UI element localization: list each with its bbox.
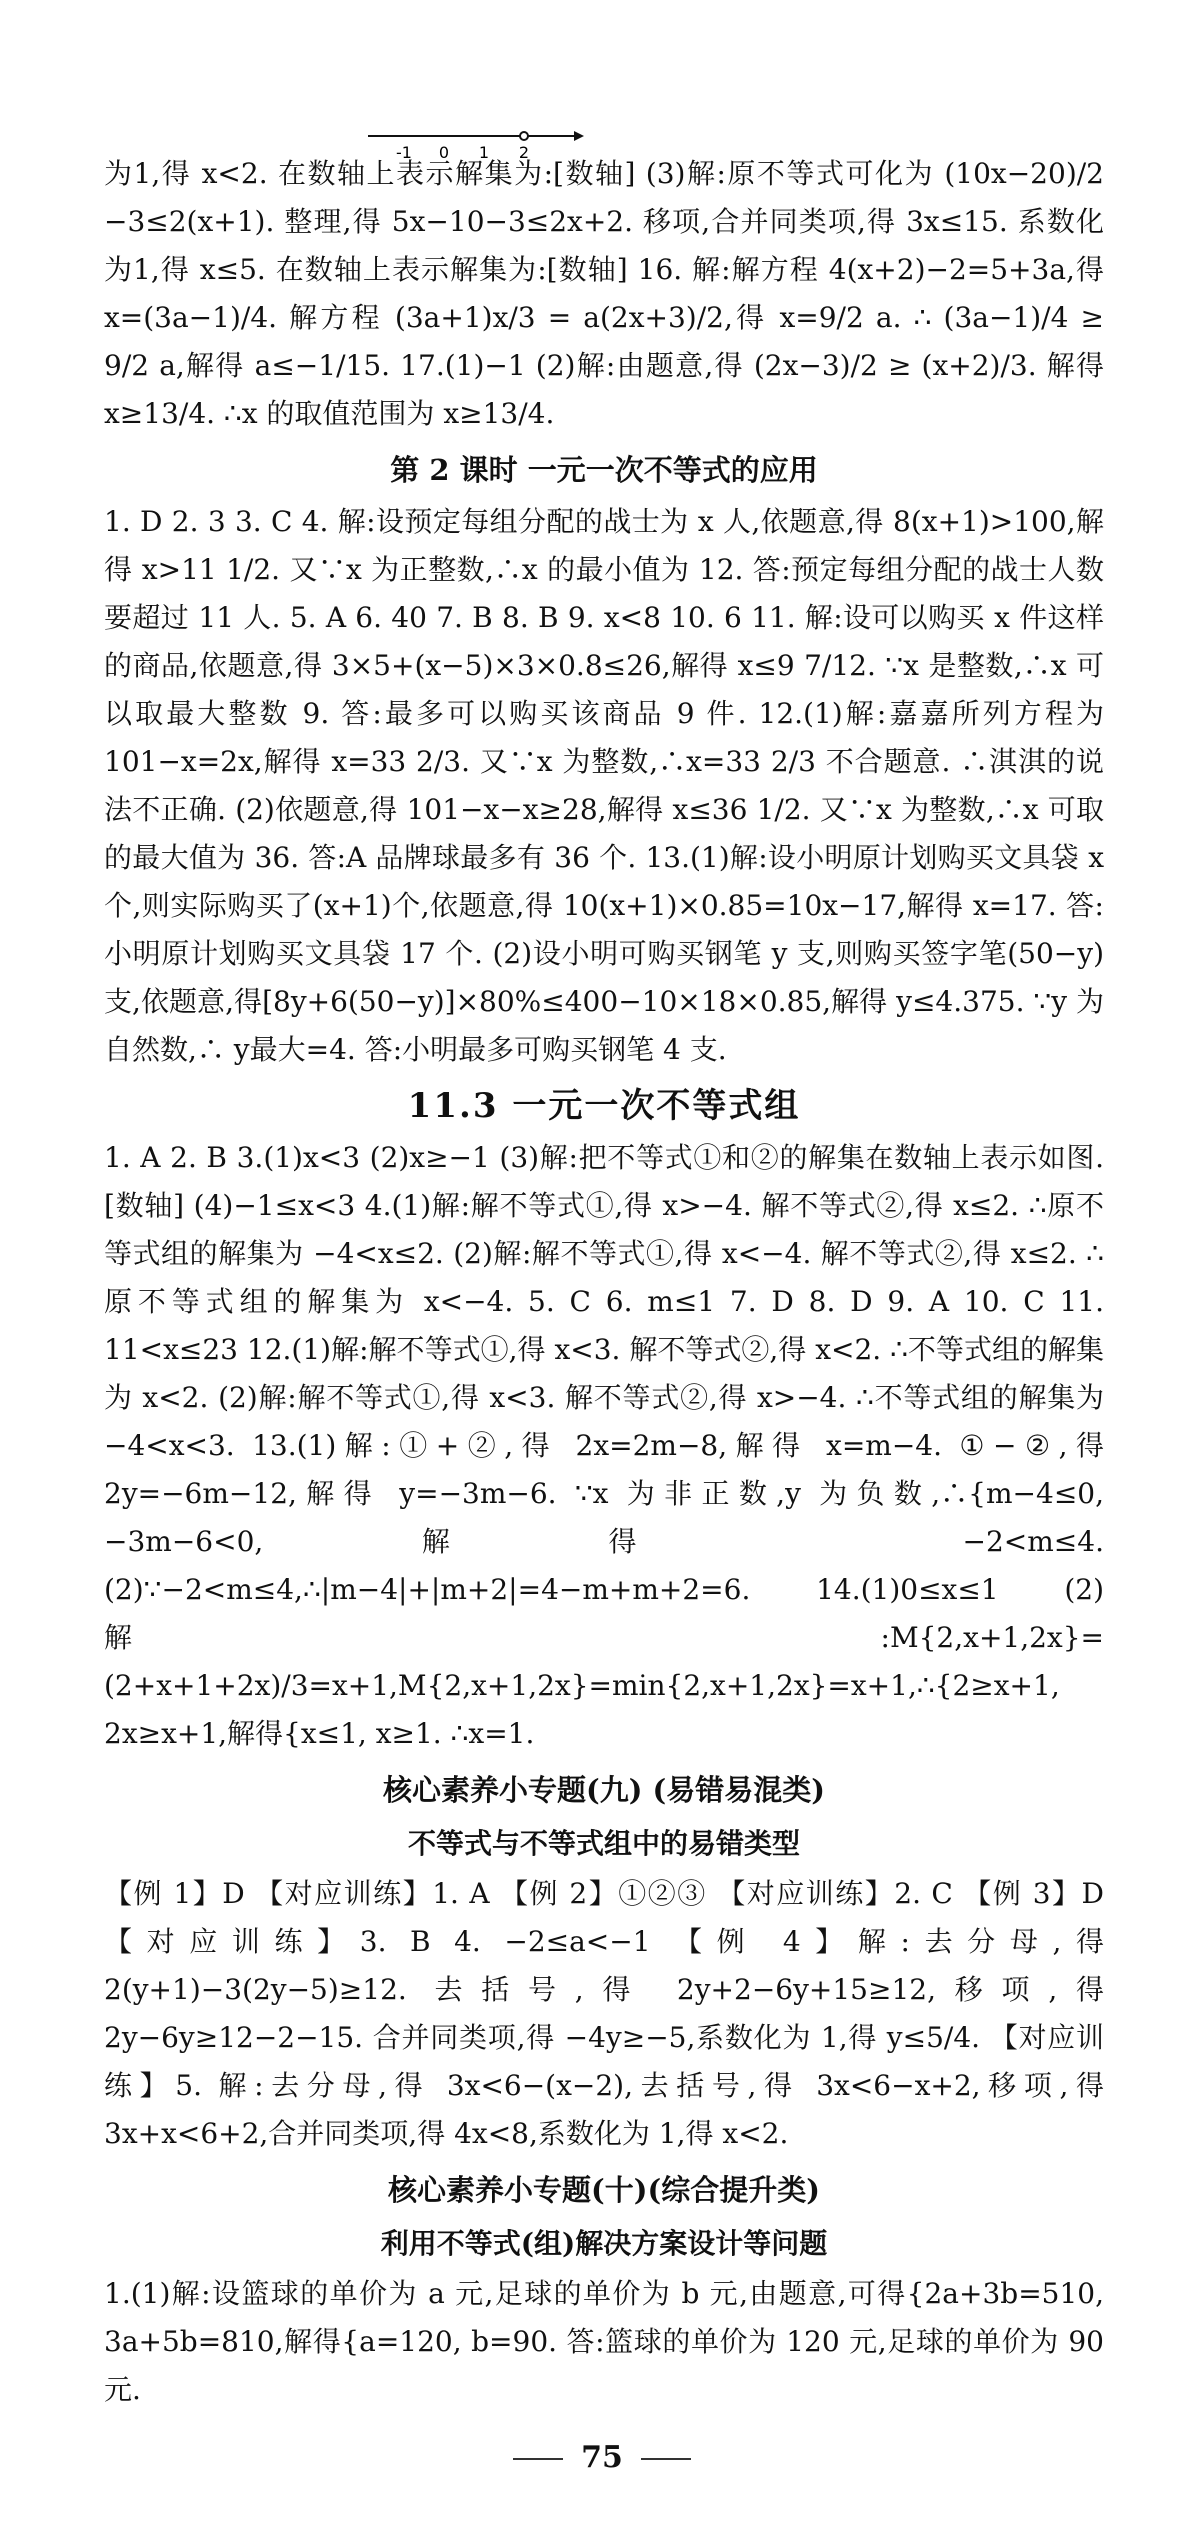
section-body-topic9: 【例 1】D 【对应训练】1. A 【例 2】①②③ 【对应训练】2. C 【例 3】D 【对应训练】3. B 4. −2≤a<−1 【例 4】解:去分母,得 2(y+1)−3(2y−5)≥12. 去括号,得 2y+2−6y+15≥12,移项,得 2y−6y≥12−2−15. 合并同类项,得 −4y≥−5,系数化为 1,得 y≤5/4. 【对应训练】5. 解:去分母,得 3x<6−(x−2),去括号,得 3x<6−x+2,移项,得 3x+x<6+2,合并同类项,得 4x<8,系数化为 1,得 x<2. — [104, 1877, 1104, 2150]
tick-label: 2 — [518, 143, 530, 162]
section-subtitle-topic10: 利用不等式(组)解决方案设计等问题 — [380, 2227, 828, 2260]
section-body-topic10: 1.(1)解:设篮球的单价为 a 元,足球的单价为 b 元,由题意,可得{2a+3b=510, 3a+5b=810,解得{a=120, b=90. 答:篮球的单价为 120 元,足球的单价为 90 元. — [104, 2277, 1104, 2406]
section-title-topic9: 核心素养小专题(九) (易错易混类) — [383, 1773, 825, 1807]
section-body-11-3: 1. A 2. B 3.(1)x<3 (2)x≥−1 (3)解:把不等式①和②的解集在数轴上表示如图.[数轴] (4)−1≤x<3 4.(1)解:解不等式①,得 x>−4. 解不等式②,得 x≤2. ∴原不等式组的解集为 −4<x≤2. (2)解:解不等式①,得 x<−4. 解不等式②,得 x≤2. ∴原不等式组的解集为 x<−4. 5. C 6. m≤1 7. D 8. D 9. A 10. C 11. 11<x≤23 12.(1)解:解不等式①,得 x<3. 解不等式②,得 x<2. ∴不等式组的解集为 x<2. (2)解:解不等式①,得 x<3. 解不等式②,得 x>−4. ∴不等式组的解集为 −4<x<3. 13.(1)解:①+②,得 2x=2m−8,解得 x=m−4. ①−②,得 2y=−6m−12,解得 y=−3m−6. ∵x 为非正数,y 为负数,∴{m−4≤0, −3m−6<0,解得 −2<m≤4. (2)∵−2<m≤4,∴|m−4|+|m+2|=4−m+m+2=6. 14.(1)0≤x≤1 (2)解:M{2,x+1,2x}=(2+x+1+2x)/3=x+1,M{2,x+1,2x}=min{2,x+1,2x}=x+1,∴{2≥x+1, 2x≥x+1,解得{x≤1, x≥1. ∴x=1. — [104, 1141, 1104, 1750]
page-number: 75 — [581, 2440, 623, 2475]
section-title-topic10: 核心素养小专题(十)(综合提升类) — [388, 2173, 820, 2207]
tick-label: 1 — [478, 143, 490, 162]
tick-label: -1 — [396, 143, 412, 162]
footer-dash-right — [641, 2458, 691, 2460]
answer-page — [104, 143, 1104, 2414]
section-title-11-3: 11.3 一元一次不等式组 — [407, 1086, 801, 1126]
footer-dash-left — [513, 2458, 563, 2460]
number-line-1 — [364, 124, 584, 168]
page-footer — [0, 2440, 1204, 2475]
section-subtitle-topic9: 不等式与不等式组中的易错类型 — [407, 1827, 800, 1860]
paragraph-top: 为1,得 x<2. 在数轴上表示解集为:[数轴] (3)解:原不等式可化为 (10x−20)/2 −3≤2(x+1). 整理,得 5x−10−3≤2x+2. 移项,合并同类项,得 3x≤15. 系数化为1,得 x≤5. 在数轴上表示解集为:[数轴] 16. 解:解方程 4(x+2)−2=5+3a,得 x=(3a−1)/4. 解方程 (3a+1)x/3 = a(2x+3)/2,得 x=9/2 a. ∴ (3a−1)/4 ≥ 9/2 a,解得 a≤−1/15. 17.(1)−1 (2)解:由题意,得 (2x−3)/2 ≥ (x+2)/3. 解得 x≥13/4. ∴x 的取值范围为 x≥13/4. — [104, 157, 1104, 430]
section-title-lesson2: 第 2 课时 一元一次不等式的应用 — [390, 453, 818, 487]
tick-label: 0 — [438, 143, 450, 162]
section-body-lesson2: 1. D 2. 3 3. C 4. 解:设预定每组分配的战士为 x 人,依题意,得 8(x+1)>100,解得 x>11 1/2. 又∵x 为正整数,∴x 的最小值为 12. 答:预定每组分配的战士人数要超过 11 人. 5. A 6. 40 7. B 8. B 9. x<8 10. 6 11. 解:设可以购买 x 件这样的商品,依题意,得 3×5+(x−5)×3×0.8≤26,解得 x≤9 7/12. ∵x 是整数,∴x 可以取最大整数 9. 答:最多可以购买该商品 9 件. 12.(1)解:嘉嘉所列方程为 101−x=2x,解得 x=33 2/3. 又∵x 为整数,∴x=33 2/3 不合题意. ∴淇淇的说法不正确. (2)依题意,得 101−x−x≥28,解得 x≤36 1/2. 又∵x 为整数,∴x 可取的最大值为 36. 答:A 品牌球最多有 36 个. 13.(1)解:设小明原计划购买文具袋 x 个,则实际购买了(x+1)个,依题意,得 10(x+1)×0.85=10x−17,解得 x=17. 答:小明原计划购买文具袋 17 个. (2)设小明可购买钢笔 y 支,则购买签字笔(50−y)支,依题意,得[8y+6(50−y)]×80%≤400−10×18×0.85,解得 y≤4.375. ∵y 为自然数,∴ y最大=4. 答:小明最多可购买钢笔 4 支. — [104, 505, 1104, 1066]
